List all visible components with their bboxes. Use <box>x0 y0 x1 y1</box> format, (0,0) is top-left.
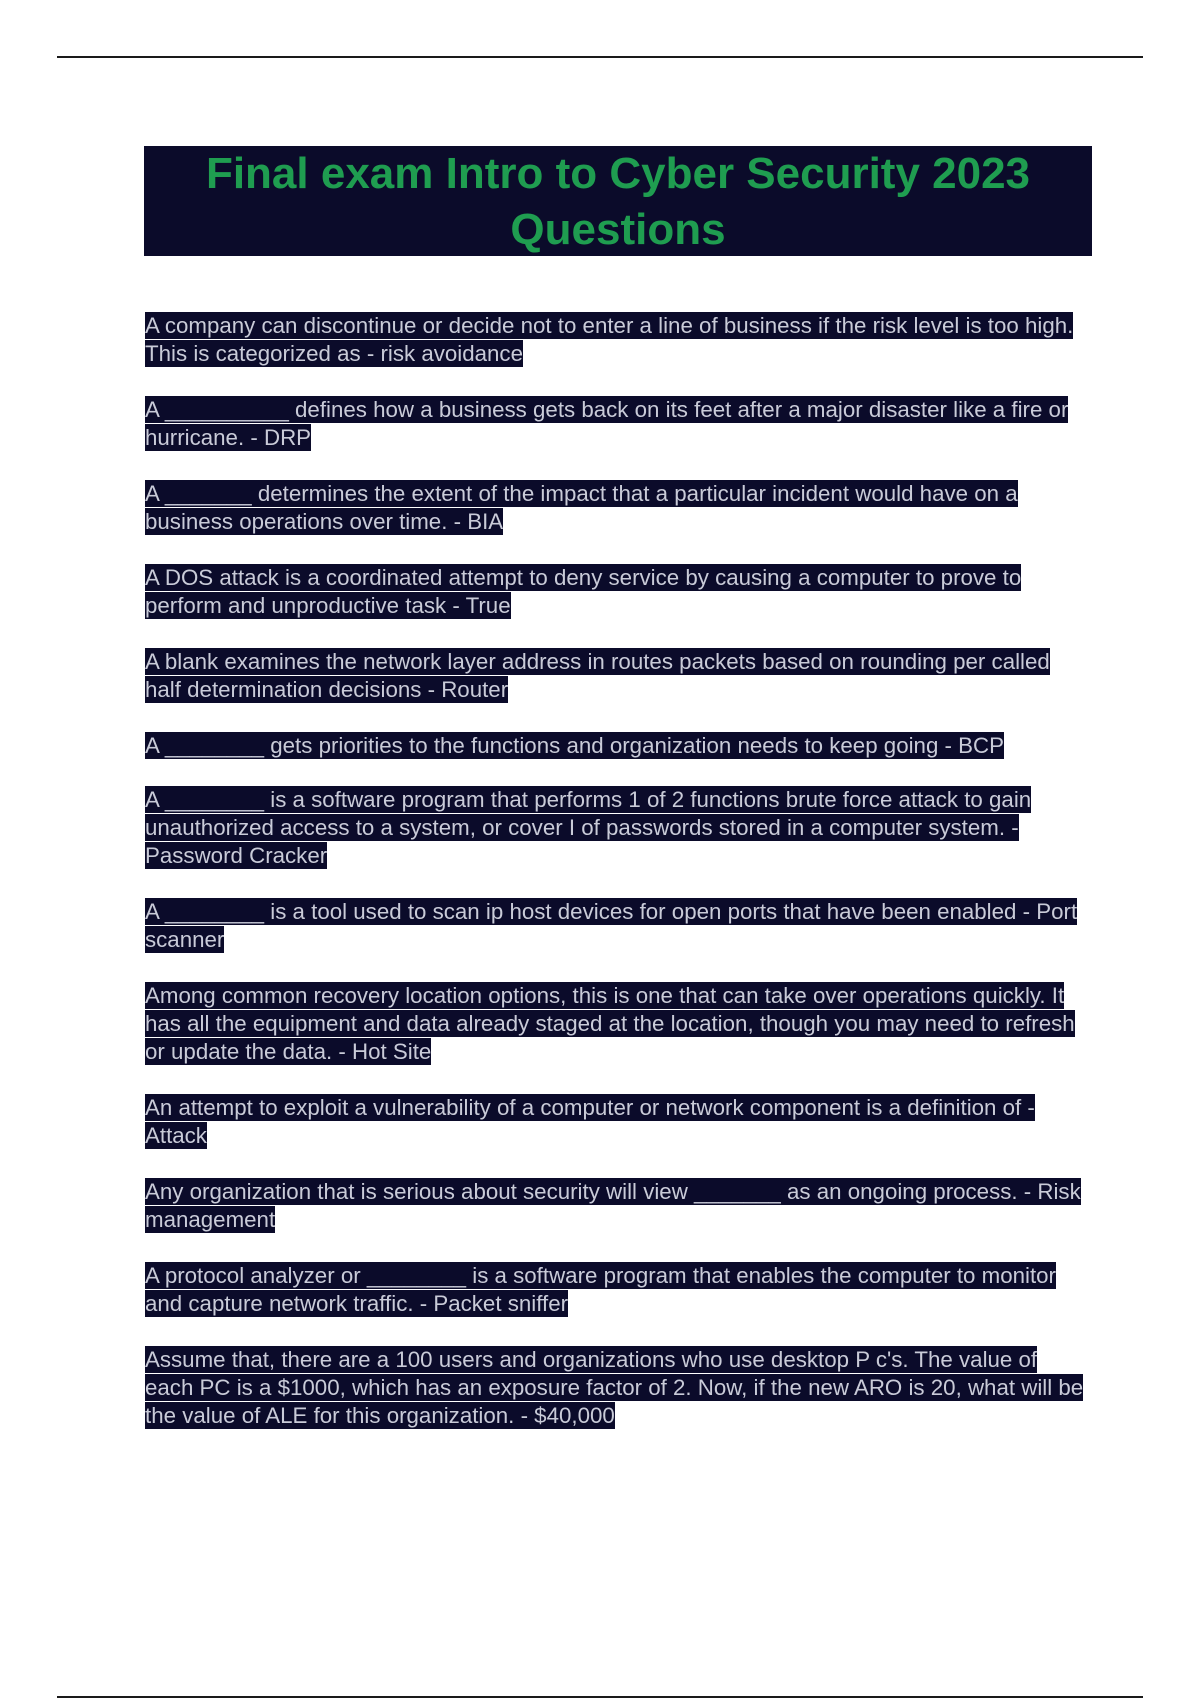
question-item <box>145 1346 1090 1430</box>
question-item <box>145 312 1090 368</box>
question-text: An attempt to exploit a vulnerability of a computer or network component is a definition of - Attack <box>145 1095 1035 1148</box>
question-text: A DOS attack is a coordinated attempt to deny service by causing a computer to prove to perform and unproductive task - True <box>145 565 1022 618</box>
question-list <box>145 312 1090 1458</box>
question-item <box>145 982 1090 1066</box>
question-text: Assume that, there are a 100 users and organizations who use desktop P c's. The value of each PC is a $1000, which has an exposure factor of 2. Now, if the new ARO is 20, what will be the value of ALE for this organization. - $40,000 <box>145 1347 1084 1428</box>
question-item <box>145 898 1090 954</box>
question-item <box>145 1094 1090 1150</box>
question-text: A ________ is a tool used to scan ip host devices for open ports that have been enabled - Port scanner <box>145 899 1078 952</box>
question-item <box>145 480 1090 536</box>
question-text: A ________ gets priorities to the functions and organization needs to keep going - BCP <box>145 733 1005 758</box>
question-text: A ________ is a software program that performs 1 of 2 functions brute force attack to gain unauthorized access to a system, or cover I of passwords stored in a computer system. - Password Cracker <box>145 787 1032 868</box>
question-item <box>145 732 1090 760</box>
question-item <box>145 648 1090 704</box>
question-item <box>145 1262 1090 1318</box>
question-item <box>145 396 1090 452</box>
page-title: Final exam Intro to Cyber Security 2023 Questions <box>205 149 1031 254</box>
question-text: A __________ defines how a business gets back on its feet after a major disaster like a fire or hurricane. - DRP <box>145 397 1069 450</box>
title-banner <box>144 146 1092 256</box>
question-text: A protocol analyzer or ________ is a software program that enables the computer to monitor and capture network traffic. - Packet sniffer <box>145 1263 1056 1316</box>
question-item <box>145 1178 1090 1234</box>
bottom-rule <box>57 1696 1143 1698</box>
question-item <box>145 564 1090 620</box>
question-text: Any organization that is serious about security will view _______ as an ongoing process. - Risk management <box>145 1179 1081 1232</box>
question-item <box>145 786 1090 870</box>
question-text: A _______ determines the extent of the impact that a particular incident would have on a business operations over time. - BIA <box>145 481 1018 534</box>
top-rule <box>57 56 1143 58</box>
question-text: A blank examines the network layer address in routes packets based on rounding per called half determination decisions - Router <box>145 649 1050 702</box>
question-text: A company can discontinue or decide not to enter a line of business if the risk level is too high. This is categorized as - risk avoidance <box>145 313 1074 366</box>
question-text: Among common recovery location options, this is one that can take over operations quickly. It has all the equipment and data already staged at the location, though you may need to refresh or update the data. - Hot Site <box>145 983 1075 1064</box>
